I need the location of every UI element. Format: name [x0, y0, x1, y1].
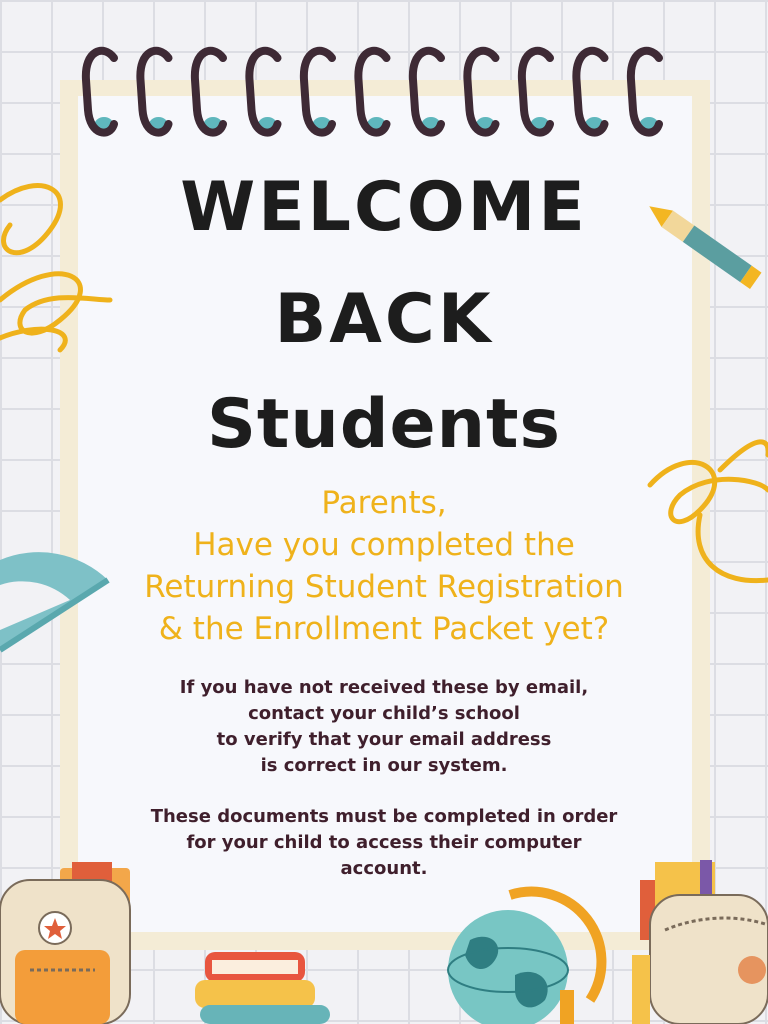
- requirement-line: These documents must be completed in order: [150, 806, 618, 827]
- crayon-icon: [644, 198, 762, 289]
- title-welcome: WELCOME: [180, 168, 588, 247]
- parents-line: Returning Student Registration: [144, 569, 624, 605]
- parents-line: Have you completed the: [193, 527, 575, 563]
- info-line: to verify that your email address: [216, 729, 552, 750]
- swirl-doodle-icon: [650, 442, 768, 581]
- parents-line: & the Enrollment Packet yet?: [158, 611, 610, 647]
- swirl-doodle-icon: [0, 186, 110, 350]
- globe-icon: [448, 892, 601, 1024]
- info-line: If you have not received these by email,: [179, 677, 589, 698]
- requirement-line: for your child to access their computer: [186, 832, 582, 853]
- requirement-line: account.: [340, 858, 428, 879]
- books-icon: [195, 952, 330, 1024]
- info-line: contact your child’s school: [248, 703, 520, 724]
- title-back: BACK: [274, 280, 494, 359]
- backpack-icon: [632, 860, 768, 1024]
- title-students: Students: [206, 385, 562, 464]
- parents-line: Parents,: [321, 485, 447, 521]
- info-line: is correct in our system.: [260, 755, 508, 776]
- backpack-icon: [0, 862, 130, 1024]
- protractor-icon: [0, 552, 108, 650]
